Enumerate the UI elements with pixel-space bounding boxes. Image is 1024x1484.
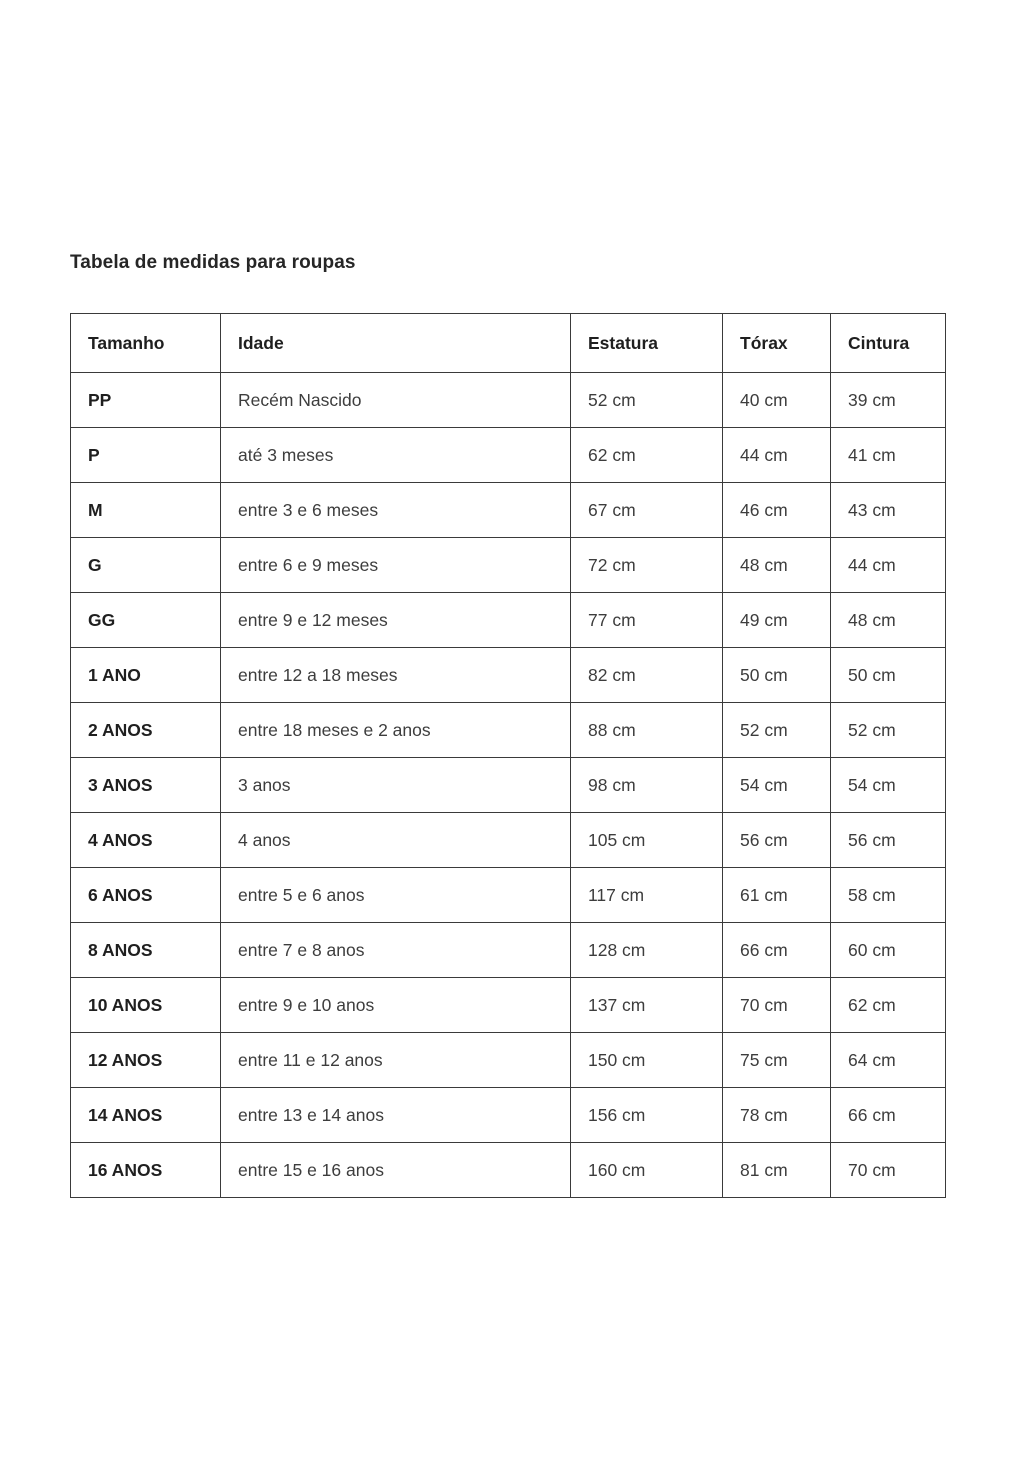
cell-tamanho: G [71, 538, 221, 593]
cell-idade: Recém Nascido [221, 373, 571, 428]
cell-cintura: 58 cm [831, 868, 946, 923]
cell-estatura: 67 cm [571, 483, 723, 538]
cell-torax: 61 cm [723, 868, 831, 923]
cell-estatura: 72 cm [571, 538, 723, 593]
table-row [71, 703, 946, 758]
cell-estatura: 98 cm [571, 758, 723, 813]
cell-idade: 3 anos [221, 758, 571, 813]
cell-cintura: 54 cm [831, 758, 946, 813]
table-row [71, 758, 946, 813]
table-row [71, 648, 946, 703]
cell-tamanho: 10 ANOS [71, 978, 221, 1033]
cell-tamanho: 14 ANOS [71, 1088, 221, 1143]
cell-torax: 70 cm [723, 978, 831, 1033]
cell-estatura: 105 cm [571, 813, 723, 868]
cell-torax: 66 cm [723, 923, 831, 978]
cell-estatura: 88 cm [571, 703, 723, 758]
cell-idade: entre 13 e 14 anos [221, 1088, 571, 1143]
size-table-container [70, 313, 945, 1198]
table-row [71, 813, 946, 868]
cell-cintura: 70 cm [831, 1143, 946, 1198]
cell-idade: entre 7 e 8 anos [221, 923, 571, 978]
table-header-row [71, 314, 946, 373]
table-row [71, 1143, 946, 1198]
column-header-torax: Tórax [723, 314, 831, 373]
table-row [71, 373, 946, 428]
cell-torax: 81 cm [723, 1143, 831, 1198]
cell-idade: até 3 meses [221, 428, 571, 483]
cell-torax: 78 cm [723, 1088, 831, 1143]
cell-cintura: 44 cm [831, 538, 946, 593]
table-row [71, 923, 946, 978]
table-row [71, 978, 946, 1033]
cell-estatura: 128 cm [571, 923, 723, 978]
cell-cintura: 52 cm [831, 703, 946, 758]
cell-torax: 46 cm [723, 483, 831, 538]
page-title: Tabela de medidas para roupas [70, 252, 356, 273]
cell-cintura: 62 cm [831, 978, 946, 1033]
cell-cintura: 60 cm [831, 923, 946, 978]
cell-tamanho: P [71, 428, 221, 483]
table-row [71, 483, 946, 538]
cell-cintura: 56 cm [831, 813, 946, 868]
cell-idade: entre 15 e 16 anos [221, 1143, 571, 1198]
cell-tamanho: 3 ANOS [71, 758, 221, 813]
table-body [71, 373, 946, 1198]
cell-torax: 48 cm [723, 538, 831, 593]
cell-tamanho: 6 ANOS [71, 868, 221, 923]
cell-tamanho: 8 ANOS [71, 923, 221, 978]
cell-estatura: 160 cm [571, 1143, 723, 1198]
cell-estatura: 137 cm [571, 978, 723, 1033]
cell-tamanho: 4 ANOS [71, 813, 221, 868]
cell-idade: entre 5 e 6 anos [221, 868, 571, 923]
cell-tamanho: 16 ANOS [71, 1143, 221, 1198]
cell-torax: 44 cm [723, 428, 831, 483]
cell-tamanho: PP [71, 373, 221, 428]
cell-cintura: 64 cm [831, 1033, 946, 1088]
column-header-cintura: Cintura [831, 314, 946, 373]
clothing-size-table [70, 313, 946, 1198]
table-row [71, 538, 946, 593]
cell-torax: 56 cm [723, 813, 831, 868]
cell-torax: 40 cm [723, 373, 831, 428]
cell-cintura: 66 cm [831, 1088, 946, 1143]
cell-idade: entre 9 e 12 meses [221, 593, 571, 648]
cell-tamanho: 12 ANOS [71, 1033, 221, 1088]
cell-torax: 75 cm [723, 1033, 831, 1088]
cell-idade: entre 3 e 6 meses [221, 483, 571, 538]
cell-tamanho: 2 ANOS [71, 703, 221, 758]
cell-idade: entre 18 meses e 2 anos [221, 703, 571, 758]
cell-idade: entre 6 e 9 meses [221, 538, 571, 593]
cell-tamanho: 1 ANO [71, 648, 221, 703]
table-header [71, 314, 946, 373]
cell-estatura: 77 cm [571, 593, 723, 648]
cell-cintura: 39 cm [831, 373, 946, 428]
cell-torax: 52 cm [723, 703, 831, 758]
table-row [71, 1033, 946, 1088]
cell-estatura: 62 cm [571, 428, 723, 483]
column-header-idade: Idade [221, 314, 571, 373]
cell-cintura: 41 cm [831, 428, 946, 483]
cell-tamanho: M [71, 483, 221, 538]
cell-tamanho: GG [71, 593, 221, 648]
cell-cintura: 50 cm [831, 648, 946, 703]
cell-torax: 50 cm [723, 648, 831, 703]
cell-idade: entre 11 e 12 anos [221, 1033, 571, 1088]
cell-idade: 4 anos [221, 813, 571, 868]
cell-estatura: 117 cm [571, 868, 723, 923]
table-row [71, 593, 946, 648]
table-row [71, 1088, 946, 1143]
column-header-tamanho: Tamanho [71, 314, 221, 373]
column-header-estatura: Estatura [571, 314, 723, 373]
cell-torax: 54 cm [723, 758, 831, 813]
table-row [71, 868, 946, 923]
cell-cintura: 48 cm [831, 593, 946, 648]
cell-estatura: 156 cm [571, 1088, 723, 1143]
cell-torax: 49 cm [723, 593, 831, 648]
cell-estatura: 52 cm [571, 373, 723, 428]
cell-idade: entre 9 e 10 anos [221, 978, 571, 1033]
cell-estatura: 82 cm [571, 648, 723, 703]
cell-cintura: 43 cm [831, 483, 946, 538]
cell-idade: entre 12 a 18 meses [221, 648, 571, 703]
table-row [71, 428, 946, 483]
cell-estatura: 150 cm [571, 1033, 723, 1088]
